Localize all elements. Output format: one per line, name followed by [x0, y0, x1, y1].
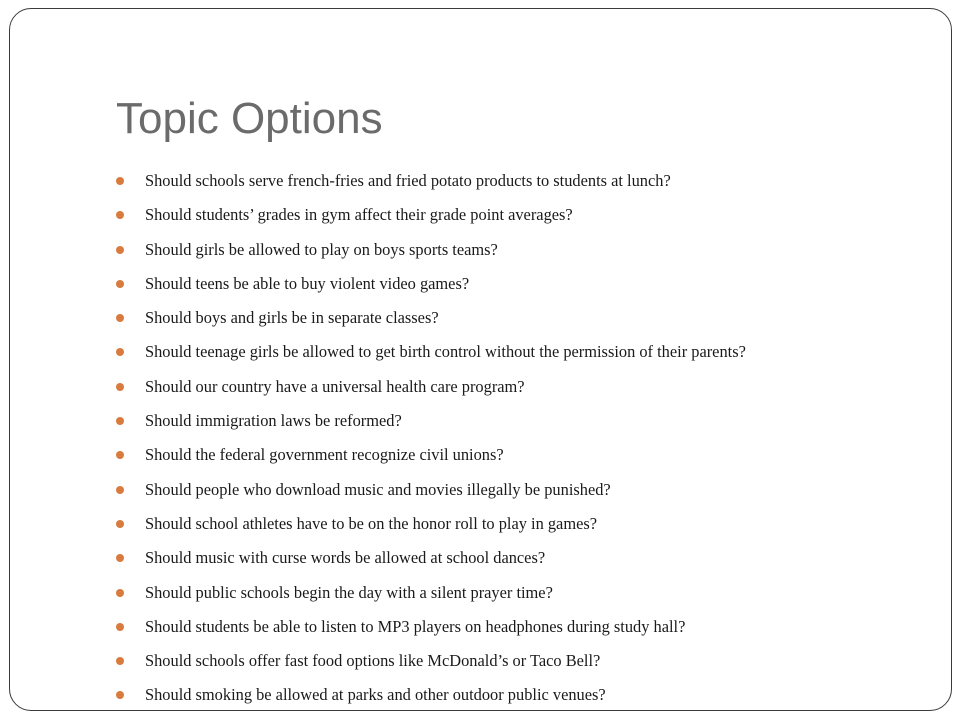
bullet-icon	[116, 554, 124, 562]
list-item-text: Should girls be allowed to play on boys sports teams?	[145, 239, 498, 259]
list-item	[116, 335, 946, 369]
list-item	[116, 164, 946, 198]
list-item	[116, 438, 946, 472]
list-item-text: Should our country have a universal health care program?	[145, 376, 525, 396]
bullet-icon	[116, 246, 124, 254]
bullet-icon	[116, 211, 124, 219]
list-item	[116, 507, 946, 541]
bullet-icon	[116, 589, 124, 597]
list-item	[116, 576, 946, 610]
bullet-icon	[116, 314, 124, 322]
list-item-text: Should school athletes have to be on the honor roll to play in games?	[145, 513, 598, 533]
bullet-icon	[116, 348, 124, 356]
bullet-icon	[116, 383, 124, 391]
list-item	[116, 233, 946, 267]
bullet-icon	[116, 451, 124, 459]
list-item-text: Should schools serve french-fries and fried potato products to students at lunch?	[145, 171, 671, 190]
list-item-text: Should smoking be allowed at parks and other outdoor public venues?	[145, 685, 606, 705]
topic-list	[116, 164, 946, 713]
bullet-icon	[116, 486, 124, 494]
list-item	[116, 644, 946, 678]
bullet-icon	[116, 417, 124, 425]
list-item-text: Should public schools begin the day with a silent prayer time?	[145, 582, 553, 602]
list-item	[116, 541, 946, 575]
slide-frame	[9, 8, 952, 711]
list-item-text: Should teenage girls be allowed to get birth control without the permission of their parents?	[145, 342, 746, 362]
slide-title: Topic Options	[116, 94, 383, 143]
list-item	[116, 678, 946, 712]
list-item	[116, 267, 946, 301]
list-item	[116, 301, 946, 335]
bullet-icon	[116, 280, 124, 288]
list-item	[116, 370, 946, 404]
list-item-text: Should the federal government recognize civil unions?	[145, 445, 504, 465]
bullet-icon	[116, 691, 124, 699]
bullet-icon	[116, 177, 124, 185]
list-item	[116, 473, 946, 507]
list-item-text: Should people who download music and movies illegally be punished?	[145, 479, 611, 499]
list-item-text: Should schools offer fast food options like McDonald’s or Taco Bell?	[145, 651, 601, 671]
list-item	[116, 404, 946, 438]
list-item-text: Should students be able to listen to MP3 players on headphones during study hall?	[145, 616, 686, 636]
bullet-icon	[116, 520, 124, 528]
list-item-text: Should students’ grades in gym affect their grade point averages?	[145, 205, 573, 225]
list-item-text: Should boys and girls be in separate classes?	[145, 308, 439, 328]
bullet-icon	[116, 623, 124, 631]
list-item-text: Should immigration laws be reformed?	[145, 411, 402, 431]
list-item-text: Should music with curse words be allowed at school dances?	[145, 548, 546, 568]
list-item	[116, 610, 946, 644]
bullet-icon	[116, 657, 124, 665]
list-item-text: Should teens be able to buy violent video games?	[145, 273, 470, 293]
list-item	[116, 198, 946, 232]
